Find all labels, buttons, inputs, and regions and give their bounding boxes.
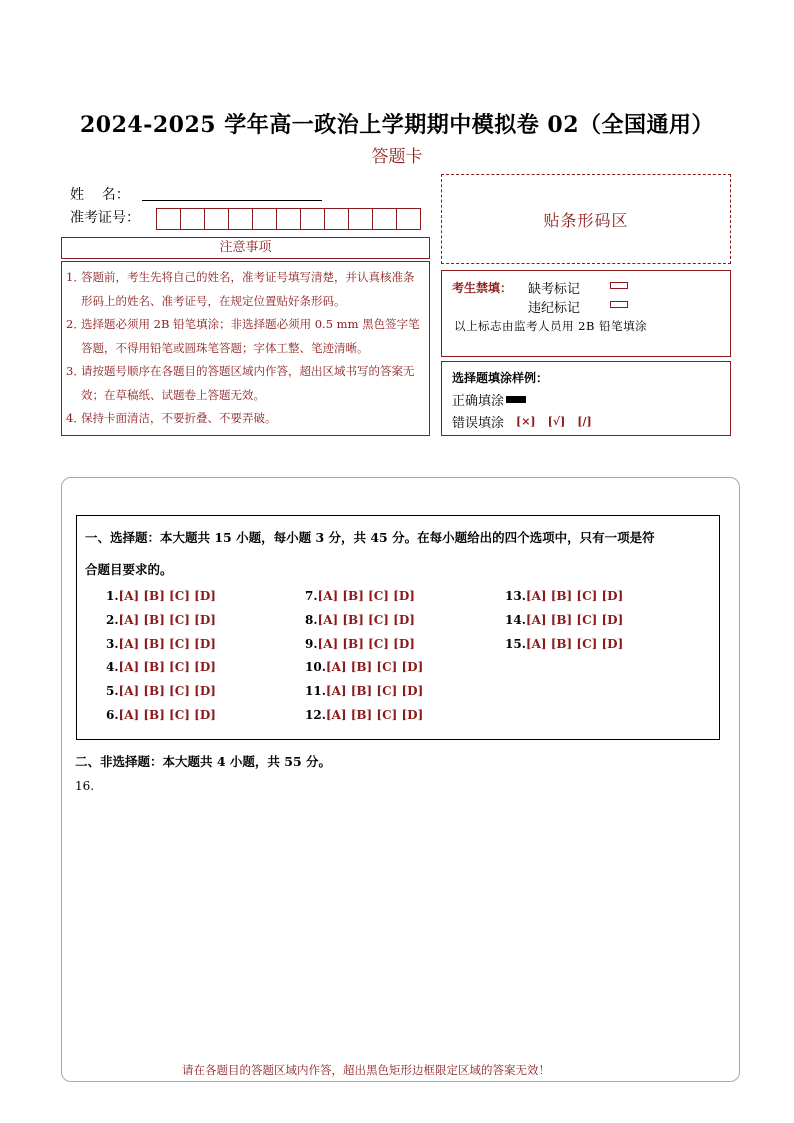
choice-question[interactable] (106, 637, 216, 651)
barcode-label: 贴条形码区 (543, 210, 629, 230)
choice-question[interactable] (106, 684, 216, 698)
section2-title: 二、非选择题：本大题共 4 小题，共 55 分。 (75, 754, 332, 769)
answer-options[interactable]: [A] [B] [C] [D] (317, 613, 415, 627)
name-field[interactable] (142, 200, 322, 201)
question-number: 6. (106, 708, 119, 722)
correct-fill-mark (506, 396, 526, 403)
choice-question[interactable] (106, 589, 216, 603)
forbid-label: 考生禁填： (452, 281, 513, 295)
answer-options[interactable]: [A] [B] [C] [D] (118, 589, 216, 603)
answer-options[interactable]: [A] [B] [C] [D] (118, 684, 216, 698)
name-label: 姓 名： (70, 187, 130, 203)
question-number: 13. (505, 589, 526, 603)
section1-title-cont: 合题目要求的。 (85, 562, 173, 577)
choice-question[interactable] (106, 708, 216, 722)
absent-mark-box[interactable] (610, 282, 628, 289)
choice-question[interactable] (305, 613, 415, 627)
wrong-label: 错误填涂 (452, 416, 505, 431)
page-subtitle: 答题卡 (371, 147, 423, 167)
answer-options[interactable]: [A] [B] [C] [D] (317, 637, 415, 651)
question-16-label: 16. (75, 779, 95, 793)
exam-id-digit-box[interactable] (300, 208, 325, 230)
question-number: 14. (505, 613, 526, 627)
choice-question[interactable] (305, 684, 423, 698)
exam-id-digit-box[interactable] (348, 208, 373, 230)
question-number: 5. (106, 684, 119, 698)
question-number: 15. (505, 637, 526, 651)
violation-mark-box[interactable] (610, 301, 628, 308)
notice-item: 2． 选择题必须用 2B 铅笔填涂；非选择题必须用 0.5 mm 黑色签字笔答题，不得用铅笔或圆珠笔答题；字体工整、笔迹清晰。 (66, 317, 420, 355)
notice-item: 4． 保持卡面清洁，不要折叠、不要弄破。 (66, 411, 277, 425)
wrong-mark: [/] (577, 415, 592, 428)
notice-item: 3． 请按题号顺序在各题目的答题区域内作答，超出区域书写的答案无效；在草稿纸、试题卷上答题无效。 (66, 364, 415, 402)
question-number: 9. (305, 637, 318, 651)
choice-question[interactable] (106, 660, 216, 674)
question-number: 4. (106, 660, 119, 674)
page-title: 2024-2025 学年高一政治上学期期中模拟卷 02（全国通用） (79, 112, 715, 138)
question-number: 1. (106, 589, 119, 603)
absent-mark-label: 缺考标记 (528, 282, 581, 297)
answer-options[interactable]: [A] [B] [C] [D] (118, 613, 216, 627)
question-number: 3. (106, 637, 119, 651)
forbid-note: 以上标志由监考人员用 2B 铅笔填涂 (454, 319, 648, 333)
exam-id-digit-box[interactable] (252, 208, 277, 230)
sample-title: 选择题填涂样例： (452, 371, 549, 385)
exam-id-digit-box[interactable] (228, 208, 253, 230)
question-number: 7. (305, 589, 318, 603)
exam-id-digit-box[interactable] (204, 208, 229, 230)
answer-options[interactable]: [A] [B] [C] [D] (118, 708, 216, 722)
examiner-only-box (441, 270, 731, 357)
choice-question[interactable] (505, 613, 623, 627)
choice-question[interactable] (305, 660, 423, 674)
exam-id-digit-box[interactable] (180, 208, 205, 230)
answer-options[interactable]: [A] [B] [C] [D] (525, 613, 624, 627)
question-number: 10. (305, 660, 326, 674)
sample-wrong (452, 412, 592, 431)
violation-mark-label: 违纪标记 (528, 301, 581, 316)
choice-question[interactable] (505, 637, 623, 651)
wrong-mark: [√] (547, 415, 566, 428)
correct-label: 正确填涂 (452, 394, 505, 409)
exam-id-label: 准考证号： (70, 210, 140, 226)
answer-options[interactable]: [A] [B] [C] [D] (525, 637, 624, 651)
answer-options[interactable]: [A] [B] [C] [D] (325, 684, 424, 698)
fill-sample-box (441, 361, 731, 436)
question-number: 2. (106, 613, 119, 627)
answer-options[interactable]: [A] [B] [C] [D] (325, 660, 424, 674)
exam-id-digit-box[interactable] (372, 208, 397, 230)
question-number: 12. (305, 708, 326, 722)
notice-header: 注意事项 (61, 237, 430, 259)
choice-question[interactable] (305, 589, 415, 603)
answer-options[interactable]: [A] [B] [C] [D] (317, 589, 415, 603)
answer-options[interactable]: [A] [B] [C] [D] (118, 637, 216, 651)
choice-question[interactable] (305, 708, 423, 722)
section1-title: 一、选择题：本大题共 15 小题，每小题 3 分，共 45 分。在每小题给出的四个选项中，只有一项是符 (85, 530, 655, 545)
notice-box (61, 261, 430, 436)
exam-id-digit-box[interactable] (324, 208, 349, 230)
footer-warning: 请在各题目的答题区域内作答，超出黑色矩形边框限定区域的答案无效！ (182, 1063, 550, 1077)
choice-section-box (76, 515, 720, 740)
exam-id-boxes[interactable] (156, 208, 420, 230)
question-number: 11. (305, 684, 326, 698)
exam-id-digit-box[interactable] (396, 208, 421, 230)
barcode-area (441, 174, 731, 264)
choice-question[interactable] (305, 637, 415, 651)
wrong-mark: [×] (516, 415, 536, 428)
choice-question[interactable] (505, 589, 623, 603)
question-number: 8. (305, 613, 318, 627)
sample-correct (452, 390, 526, 409)
answer-options[interactable]: [A] [B] [C] [D] (525, 589, 624, 603)
exam-id-digit-box[interactable] (276, 208, 301, 230)
choice-question[interactable] (106, 613, 216, 627)
exam-id-digit-box[interactable] (156, 208, 181, 230)
answer-options[interactable]: [A] [B] [C] [D] (325, 708, 424, 722)
answer-options[interactable]: [A] [B] [C] [D] (118, 660, 216, 674)
notice-item: 1． 答题前，考生先将自己的姓名，准考证号填写清楚，并认真核准条形码上的姓名、准考证号，在规定位置贴好条形码。 (66, 270, 415, 308)
